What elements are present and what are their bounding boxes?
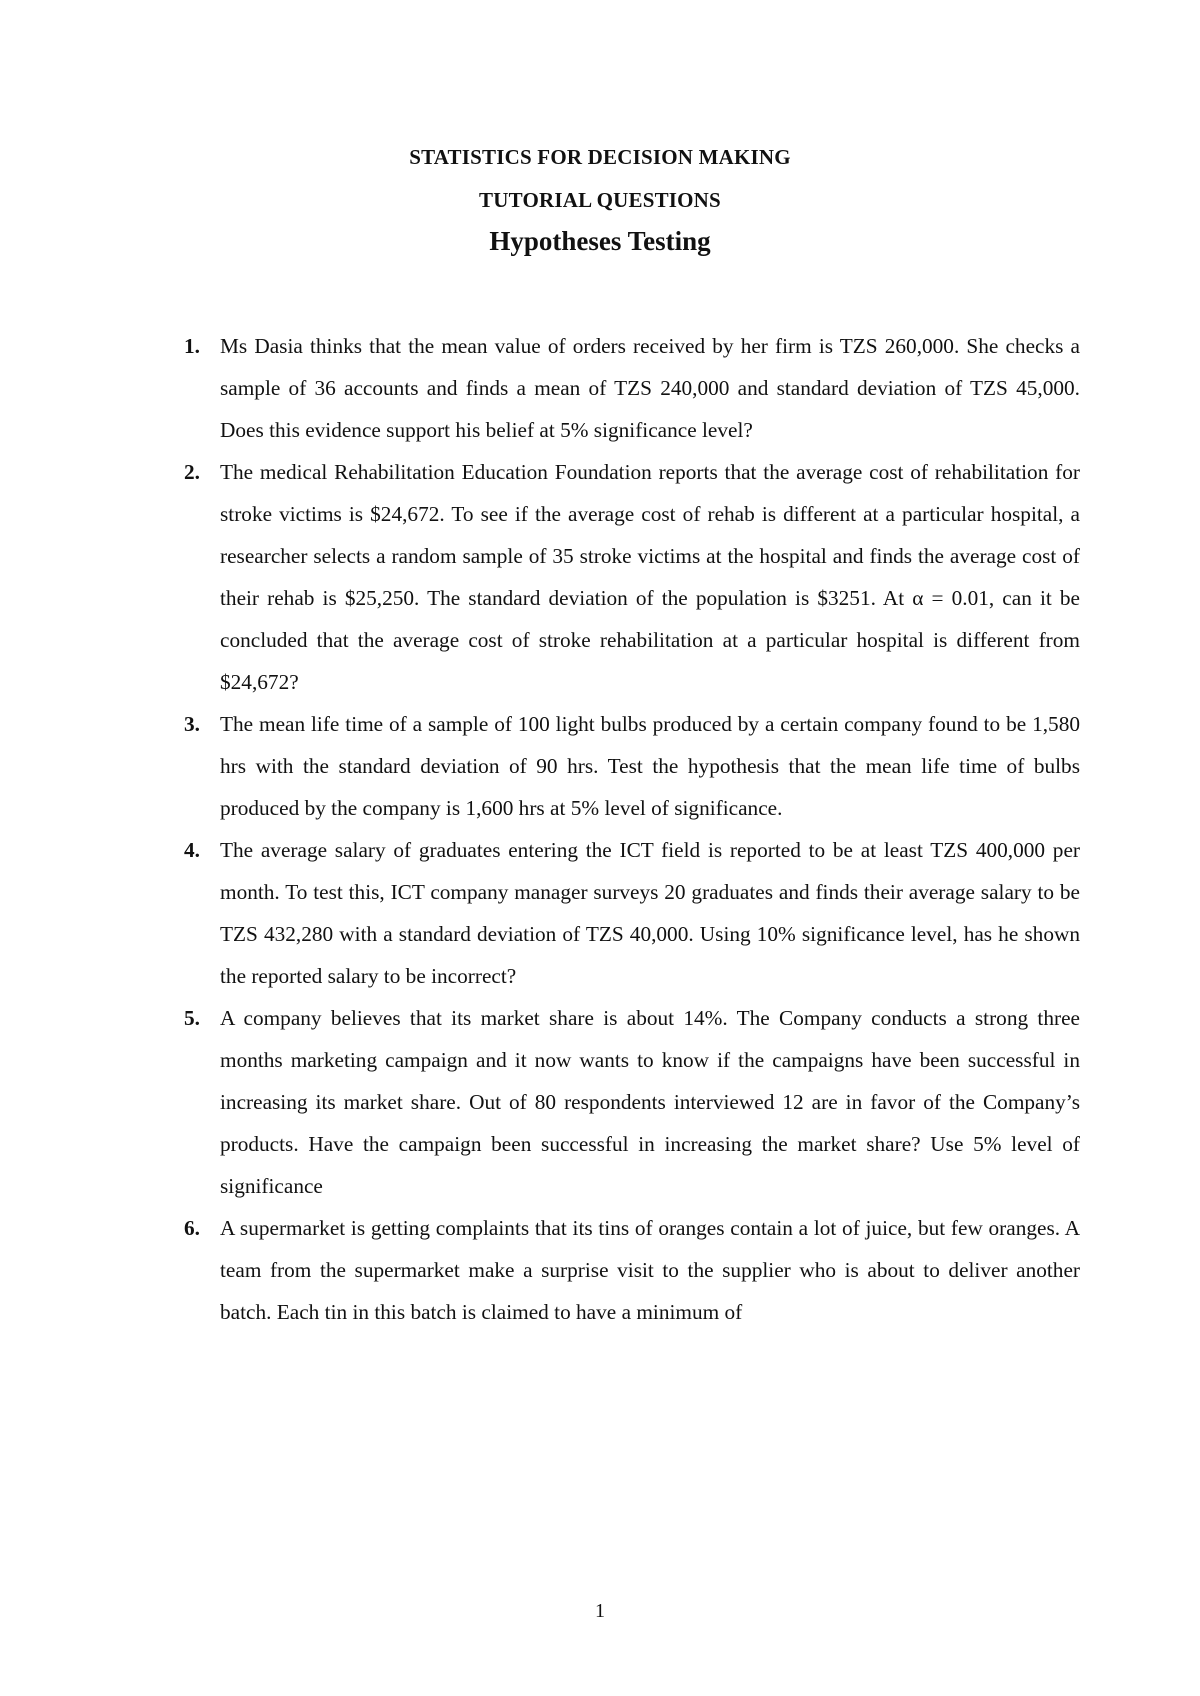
question-number: 2.	[184, 460, 200, 484]
question-item	[180, 703, 1080, 829]
question-number: 3.	[184, 712, 200, 736]
document-subtitle: TUTORIAL QUESTIONS	[479, 188, 721, 212]
question-list	[180, 325, 1080, 1333]
question-number: 4.	[184, 838, 200, 862]
question-number: 5.	[184, 1006, 200, 1030]
question-text: The medical Rehabilitation Education Foundation reports that the average cost of rehabilitation for stroke victims is $24,672. To see if the average cost of rehab is different at a particular hospital, a researcher selects a random sample of 35 stroke victims at the hospital and finds the average cost of their rehab is $25,250. The standard deviation of the population is $3251. At α = 0.01, can it be concluded that the average cost of stroke rehabilitation at a particular hospital is different from $24,672?	[220, 460, 1080, 694]
question-text: Ms Dasia thinks that the mean value of orders received by her firm is TZS 260,000. She checks a sample of 36 accounts and finds a mean of TZS 240,000 and standard deviation of TZS 45,000. Does this evidence support his belief at 5% significance level?	[220, 334, 1080, 442]
question-text: A supermarket is getting complaints that its tins of oranges contain a lot of juice, but few oranges. A team from the supermarket make a surprise visit to the supplier who is about to deliver another batch. Each tin in this batch is claimed to have a minimum of	[220, 1216, 1080, 1324]
question-item	[180, 829, 1080, 997]
question-text: The average salary of graduates entering the ICT field is reported to be at least TZS 400,000 per month. To test this, ICT company manager surveys 20 graduates and finds their average salary to be TZS 432,280 with a standard deviation of TZS 40,000. Using 10% significance level, has he shown the reported salary to be incorrect?	[220, 838, 1080, 988]
question-number: 6.	[184, 1216, 200, 1240]
question-item	[180, 997, 1080, 1207]
question-item	[180, 451, 1080, 703]
page-number: 1	[595, 1600, 605, 1622]
question-item	[180, 1207, 1080, 1333]
course-title: STATISTICS FOR DECISION MAKING	[409, 145, 791, 169]
question-item	[180, 325, 1080, 451]
question-text: The mean life time of a sample of 100 light bulbs produced by a certain company found to be 1,580 hrs with the standard deviation of 90 hrs. Test the hypothesis that the mean life time of bulbs produced by the company is 1,600 hrs at 5% level of significance.	[220, 712, 1080, 820]
question-number: 1.	[184, 334, 200, 358]
topic-title: Hypotheses Testing	[489, 226, 711, 256]
question-text: A company believes that its market share is about 14%. The Company conducts a strong three months marketing campaign and it now wants to know if the campaigns have been successful in increasing its market share. Out of 80 respondents interviewed 12 are in favor of the Company’s products. Have the campaign been successful in increasing the market share? Use 5% level of significance	[220, 1006, 1080, 1198]
